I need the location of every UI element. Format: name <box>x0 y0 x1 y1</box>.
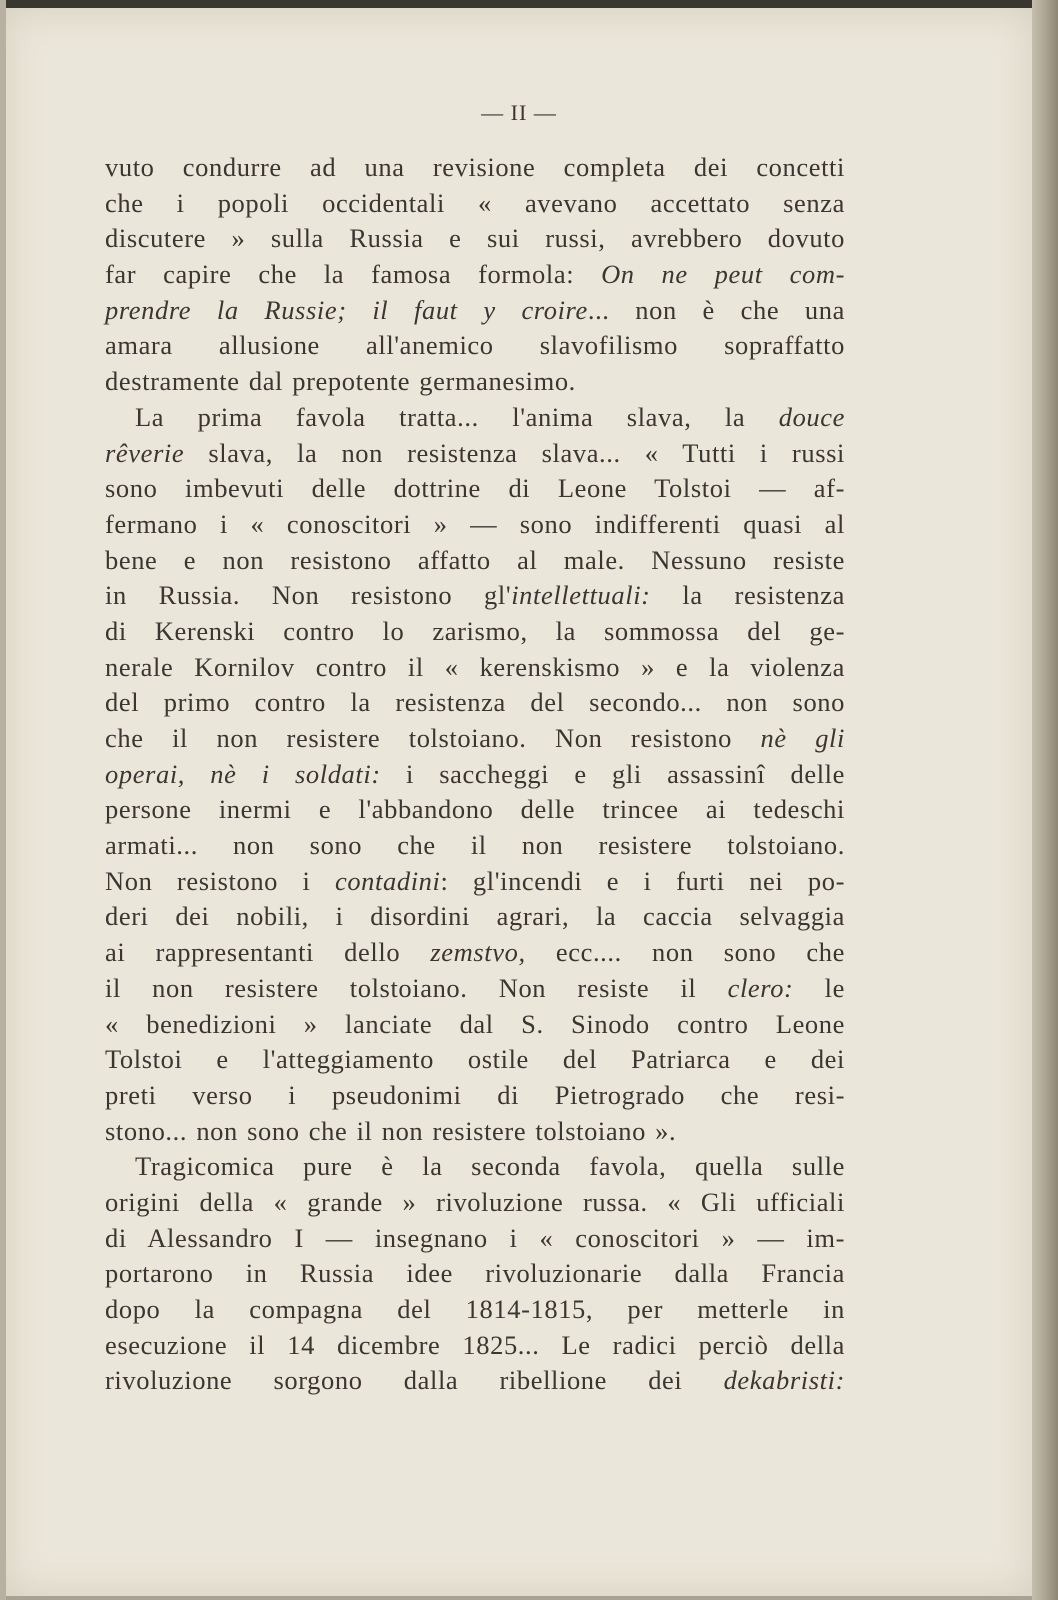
text-segment: armati... non sono che il non resistere tolstoiano. <box>105 830 845 861</box>
text-line <box>105 186 845 222</box>
text-line <box>105 899 845 935</box>
text-segment: : gl'incendi e i furti nei po- <box>440 865 845 896</box>
text-line <box>105 650 845 686</box>
text-line <box>105 257 845 293</box>
text-segment: ecc.... non sono che <box>525 937 845 968</box>
text-segment: origini della « grande » rivoluzione russa. « Gli ufficiali <box>105 1186 845 1217</box>
italic-text-segment: operai, nè i soldati: <box>105 758 381 789</box>
text-segment: preti verso i pseudonimi di Pietrogrado che resi- <box>105 1079 845 1110</box>
text-line <box>105 757 845 793</box>
text-line <box>105 1256 845 1292</box>
text-segment: discutere » sulla Russia e sui russi, avrebbero dovuto <box>105 223 845 254</box>
text-segment: di Alessandro I — insegnano i « conoscitori » — im- <box>105 1222 845 1253</box>
text-segment: persone inermi e l'abbandono delle trincee ai tedeschi <box>105 794 845 825</box>
italic-text-segment: On ne peut com- <box>601 259 845 290</box>
text-segment: i saccheggi e gli assassinî delle <box>380 758 845 789</box>
text-segment: bene e non resistono affatto al male. Nessuno resiste <box>105 544 845 575</box>
text-segment: la resistenza <box>650 580 845 611</box>
text-line <box>105 507 845 543</box>
text-segment: Tragicomica pure è la seconda favola, quella sulle <box>135 1151 845 1182</box>
text-segment: Non resistono i <box>105 865 335 896</box>
text-line <box>105 364 845 400</box>
text-line <box>105 1221 845 1257</box>
italic-text-segment: dekabristi: <box>723 1365 845 1396</box>
text-segment: il non resistere tolstoiano. Non resiste il <box>105 972 728 1003</box>
text-line <box>105 864 845 900</box>
text-segment: destramente dal prepotente germanesimo. <box>105 366 576 397</box>
text-line <box>105 328 845 364</box>
italic-text-segment: contadini <box>334 865 441 896</box>
text-segment: La prima favola tratta... l'anima slava, la <box>135 401 779 432</box>
text-segment: le <box>793 972 845 1003</box>
text-segment: in Russia. Non resistono gl' <box>105 580 512 611</box>
page-right-edge <box>1032 0 1058 1600</box>
text-segment: ai rappresentanti dello <box>105 937 431 968</box>
text-segment: ... non è che una <box>587 294 845 325</box>
text-line <box>105 578 845 614</box>
text-line <box>105 543 845 579</box>
text-line <box>105 685 845 721</box>
italic-text-segment: intellettuali: <box>511 580 651 611</box>
text-line <box>105 471 845 507</box>
text-line <box>105 400 845 436</box>
text-line <box>105 614 845 650</box>
text-line <box>105 1363 845 1399</box>
text-segment: che i popoli occidentali « avevano accettato senza <box>105 187 845 218</box>
text-segment: sono imbevuti delle dottrine di Leone Tolstoi — af- <box>105 473 845 504</box>
text-segment: rivoluzione sorgono dalla ribellione dei <box>105 1365 724 1396</box>
text-line <box>105 293 845 329</box>
text-line <box>105 1114 845 1150</box>
page-top-edge <box>0 0 1058 8</box>
page-number: — II — <box>481 100 557 125</box>
text-line <box>105 1328 845 1364</box>
italic-text-segment: douce <box>778 401 845 432</box>
text-line <box>105 1007 845 1043</box>
text-line <box>105 792 845 828</box>
text-line <box>105 221 845 257</box>
text-segment: fermano i « conoscitori » — sono indifferenti quasi al <box>105 508 845 539</box>
text-line <box>105 1042 845 1078</box>
text-line <box>105 721 845 757</box>
text-line <box>105 971 845 1007</box>
book-page <box>4 8 1034 1596</box>
text-segment: di Kerenski contro lo zarismo, la sommossa del ge- <box>105 615 845 646</box>
text-segment: « benedizioni » lanciate dal S. Sinodo contro Leone <box>105 1008 845 1039</box>
text-segment: amara allusione all'anemico slavofilismo sopraffatto <box>105 330 845 361</box>
text-segment: esecuzione il 14 dicembre 1825... Le radici perciò della <box>105 1329 845 1360</box>
text-segment: Tolstoi e l'atteggiamento ostile del Patriarca e dei <box>105 1044 845 1075</box>
page-left-edge <box>0 0 6 1600</box>
text-segment: portarono in Russia idee rivoluzionarie dalla Francia <box>105 1258 845 1289</box>
text-line <box>105 1185 845 1221</box>
text-segment: vuto condurre ad una revisione completa dei concetti <box>105 152 845 182</box>
text-segment: dopo la compagna del 1814-1815, per metterle in <box>105 1294 845 1324</box>
text-segment: che il non resistere tolstoiano. Non resistono <box>105 723 761 753</box>
text-line <box>105 935 845 971</box>
text-segment: nerale Kornilov contro il « kerenskismo » e la violenza <box>105 651 845 682</box>
text-line <box>105 1078 845 1114</box>
text-segment: far capire che la famosa formola: <box>105 259 602 290</box>
italic-text-segment: clero: <box>727 972 794 1003</box>
italic-text-segment: prendre la Russie; il faut y croire <box>105 294 588 325</box>
text-segment: slava, la non resistenza slava... « Tutti i russi <box>184 437 845 468</box>
text-line <box>105 1149 845 1185</box>
text-segment: del primo contro la resistenza del secondo... non sono <box>105 687 845 718</box>
text-line <box>105 436 845 472</box>
text-line <box>105 1292 845 1328</box>
italic-text-segment: rêverie <box>105 437 185 468</box>
italic-text-segment: nè gli <box>760 723 845 753</box>
text-line <box>105 828 845 864</box>
text-segment: deri dei nobili, i disordini agrari, la caccia selvaggia <box>105 901 845 932</box>
italic-text-segment: zemstvo, <box>430 937 526 968</box>
body-text <box>105 150 845 1399</box>
text-line <box>105 150 845 186</box>
text-segment: stono... non sono che il non resistere tolstoiano ». <box>105 1115 677 1146</box>
